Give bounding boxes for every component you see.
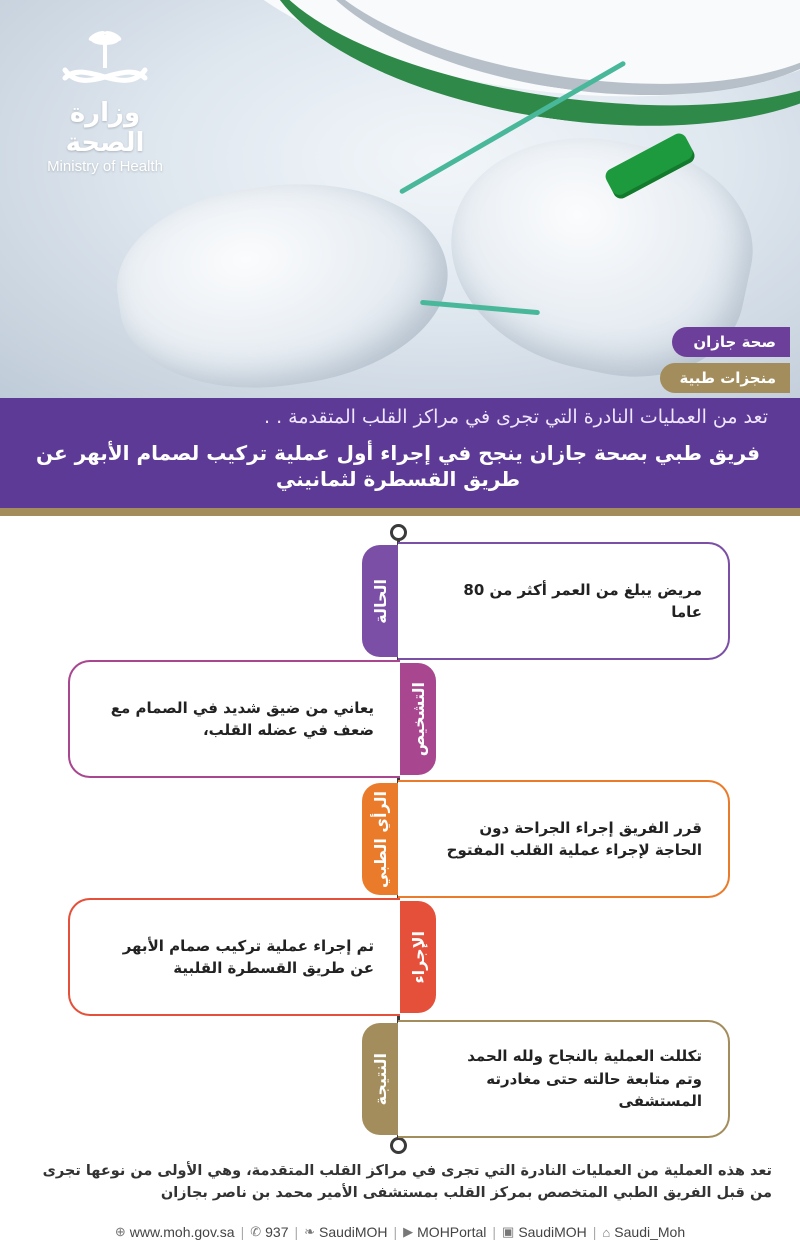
contact-twitter[interactable] <box>304 1224 387 1240</box>
timeline-text: مريض يبلغ من العمر أكثر من 80 عاما <box>463 580 702 621</box>
contact-instagram[interactable] <box>502 1224 587 1240</box>
phone-icon: ✆ <box>250 1224 262 1239</box>
footer-note: تعد هذه العملية من العمليات النادرة التي تجرى في مراكز القلب المتقدمة، وهي الأولى من نوعها تجرى من قبل الفريق الطبي المتخصص بمركز القلب بمستشفى الأمير محمد بن ناصر بجازان <box>42 1163 772 1202</box>
logo-arabic-text: وزارة الصحة <box>65 98 145 158</box>
timeline-label: التشخيص <box>408 681 428 757</box>
moh-palm-swords-icon <box>55 28 155 96</box>
timeline-label-procedure <box>400 901 436 1013</box>
contact-text: MOHPortal <box>417 1224 487 1240</box>
header-swoosh-green <box>245 0 800 162</box>
timeline-label-medical-opinion <box>362 783 398 895</box>
timeline-label-diagnosis <box>400 663 436 775</box>
timeline-label: النتيجة <box>370 1052 390 1106</box>
timeline-end-dot <box>390 1137 407 1154</box>
timeline-start-dot <box>390 524 407 541</box>
contact-phone[interactable] <box>250 1224 288 1240</box>
globe-icon: ⊕ <box>114 1224 126 1239</box>
gloved-hand-left <box>106 163 461 398</box>
timeline-label: الحالة <box>370 578 390 624</box>
timeline-text: تكللت العملية بالنجاح ولله الحمد وتم متابعة حالته حتى مغادرته المستشفى <box>467 1047 702 1111</box>
youtube-icon: ▶ <box>403 1224 414 1239</box>
instagram-icon: ▣ <box>502 1224 515 1239</box>
timeline-text: تم إجراء عملية تركيب صمام الأبهر عن طريق القسطرة القلبية <box>122 936 374 977</box>
separator: | <box>294 1224 299 1240</box>
timeline-card-procedure <box>68 898 400 1016</box>
contact-website[interactable] <box>115 1224 235 1240</box>
logo-english-text: Ministry of Health <box>47 158 163 175</box>
separator: | <box>592 1224 597 1240</box>
snapchat-icon: ⌂ <box>602 1224 611 1240</box>
contact-text: 937 <box>265 1224 289 1240</box>
timeline-label: الرأي الطبي <box>370 790 390 888</box>
region-tag: صحة جازان <box>672 327 790 357</box>
contact-text: SaudiMOH <box>518 1224 587 1240</box>
separator: | <box>492 1224 497 1240</box>
timeline-card-result <box>398 1020 730 1138</box>
timeline-card-diagnosis <box>68 660 400 778</box>
timeline-text: يعاني من ضيق شديد في الصمام مع ضعف في عضله القلب، <box>110 698 374 739</box>
timeline-text: قرر الفريق إجراء الجراحة دون الحاجة لإجراء عملية القلب المفتوح <box>446 818 702 859</box>
contact-bar <box>0 1220 800 1244</box>
timeline-label: الإجراء <box>408 930 428 984</box>
contact-snapchat[interactable] <box>602 1224 685 1240</box>
timeline-label-case <box>362 545 398 657</box>
timeline-card-case <box>398 542 730 660</box>
gold-divider <box>0 508 800 516</box>
contact-text: www.moh.gov.sa <box>129 1224 235 1240</box>
page-title: فريق طبي بصحة جازان ينجح في إجراء أول عملية تركيب لصمام الأبهر عن طريق القسطرة لثمانيني <box>35 441 761 491</box>
separator: | <box>240 1224 245 1240</box>
timeline-card-medical-opinion <box>398 780 730 898</box>
hero-photo <box>0 0 800 398</box>
twitter-icon: ❧ <box>304 1224 316 1239</box>
contact-text: Saudi_Moh <box>614 1224 686 1240</box>
moh-logo <box>30 28 180 175</box>
timeline-label-result <box>362 1023 398 1135</box>
title-band <box>0 398 800 508</box>
title-subtitle: تعد من العمليات النادرة التي تجرى في مراكز القلب المتقدمة . . <box>264 406 768 428</box>
contact-text: SaudiMOH <box>319 1224 388 1240</box>
contact-youtube[interactable] <box>403 1224 486 1240</box>
separator: | <box>393 1224 398 1240</box>
category-tag: منجزات طبية <box>660 363 790 393</box>
